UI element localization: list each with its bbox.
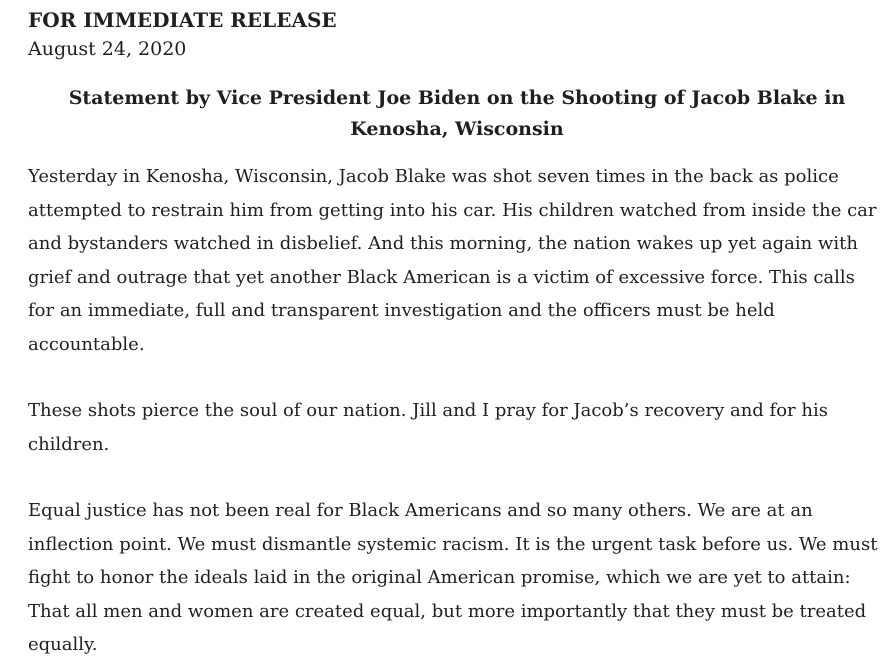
statement-title: Statement by Vice President Joe Biden on the Shooting of Jacob Blake in Kenosha, Wisconsin <box>68 87 846 140</box>
release-label: FOR IMMEDIATE RELEASE <box>28 8 337 32</box>
paragraph-3: Equal justice has not been real for Black Americans and so many others. We are at an inflection point. We must dismantle systemic racism. It is the urgent task before us. We must fight to honor the ideals laid in the original American promise, which we are yet to attain: That all men and women are created equal, but more importantly that they must be treated equally. <box>28 500 878 655</box>
release-date: August 24, 2020 <box>28 38 187 60</box>
paragraph-2: These shots pierce the soul of our nation. Jill and I pray for Jacob’s recovery and for his children. <box>28 400 828 455</box>
paragraph-1: Yesterday in Kenosha, Wisconsin, Jacob Blake was shot seven times in the back as police attempted to restrain him from getting into his car. His children watched from inside the car and bystanders watched in disbelief. And this morning, the nation wakes up yet again with grief and outrage that yet another Black American is a victim of excessive force. This calls for an immediate, full and transparent investigation and the officers must be held accountable. <box>28 166 877 355</box>
